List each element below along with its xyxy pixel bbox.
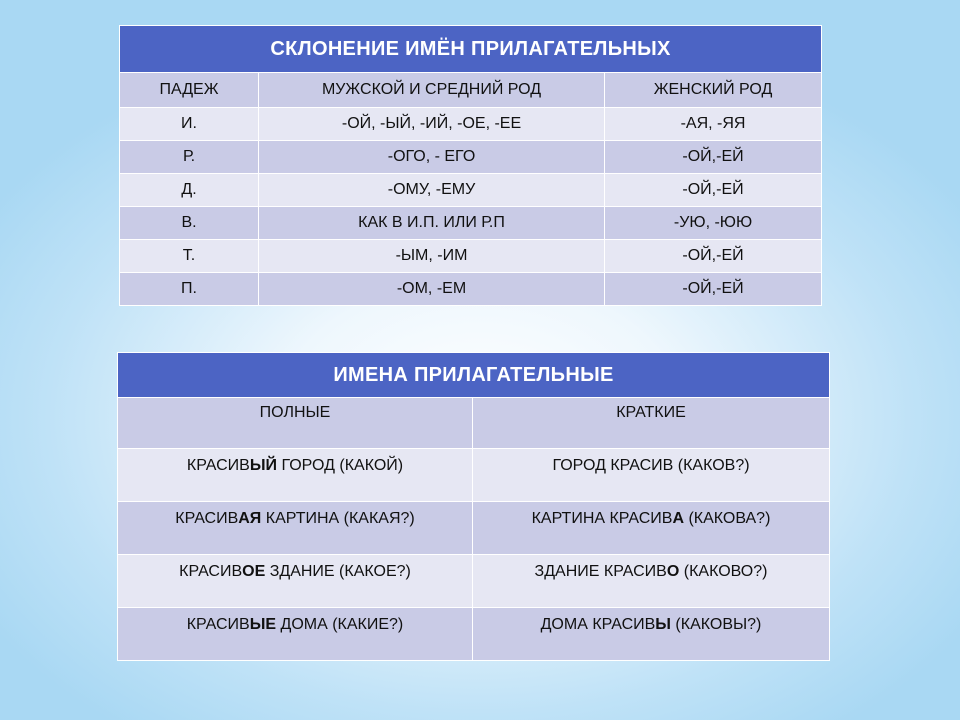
fem-ending-cell: -АЯ, -ЯЯ bbox=[605, 108, 822, 141]
masc-ending-cell: -ОМУ, -ЕМУ bbox=[259, 174, 605, 207]
full-form-cell: КРАСИВЫЕ ДОМА (КАКИЕ?) bbox=[118, 608, 473, 661]
declension-table-header bbox=[120, 26, 822, 73]
column-header-case: ПАДЕЖ bbox=[120, 73, 259, 108]
adjective-forms-table bbox=[117, 352, 830, 661]
fem-ending-cell: -ОЙ,-ЕЙ bbox=[605, 174, 822, 207]
table-row bbox=[118, 449, 830, 502]
case-cell: Р. bbox=[120, 141, 259, 174]
table-row bbox=[120, 207, 822, 240]
column-header-short: КРАТКИЕ bbox=[473, 398, 830, 449]
column-header-masc-neut: МУЖСКОЙ И СРЕДНИЙ РОД bbox=[259, 73, 605, 108]
table-row bbox=[120, 240, 822, 273]
full-form-cell: КРАСИВОЕ ЗДАНИЕ (КАКОЕ?) bbox=[118, 555, 473, 608]
case-cell: П. bbox=[120, 273, 259, 306]
column-header-full: ПОЛНЫЕ bbox=[118, 398, 473, 449]
full-form-cell: КРАСИВАЯ КАРТИНА (КАКАЯ?) bbox=[118, 502, 473, 555]
adjective-forms-header bbox=[118, 353, 830, 398]
masc-ending-cell: -ОЙ, -ЫЙ, -ИЙ, -ОЕ, -ЕЕ bbox=[259, 108, 605, 141]
declension-column-headers bbox=[120, 73, 822, 108]
table-row bbox=[118, 502, 830, 555]
table-row bbox=[118, 555, 830, 608]
case-cell: Д. bbox=[120, 174, 259, 207]
fem-ending-cell: -УЮ, -ЮЮ bbox=[605, 207, 822, 240]
short-form-cell: ЗДАНИЕ КРАСИВО (КАКОВО?) bbox=[473, 555, 830, 608]
fem-ending-cell: -ОЙ,-ЕЙ bbox=[605, 240, 822, 273]
masc-ending-cell: КАК В И.П. ИЛИ Р.П bbox=[259, 207, 605, 240]
case-cell: И. bbox=[120, 108, 259, 141]
table-row bbox=[120, 174, 822, 207]
masc-ending-cell: -ОМ, -ЕМ bbox=[259, 273, 605, 306]
table-row bbox=[120, 141, 822, 174]
fem-ending-cell: -ОЙ,-ЕЙ bbox=[605, 141, 822, 174]
adjective-forms-title: ИМЕНА ПРИЛАГАТЕЛЬНЫЕ bbox=[118, 353, 830, 398]
short-form-cell: КАРТИНА КРАСИВА (КАКОВА?) bbox=[473, 502, 830, 555]
adjective-forms-column-headers bbox=[118, 398, 830, 449]
short-form-cell: ДОМА КРАСИВЫ (КАКОВЫ?) bbox=[473, 608, 830, 661]
declension-table-title: СКЛОНЕНИЕ ИМЁН ПРИЛАГАТЕЛЬНЫХ bbox=[120, 26, 822, 73]
column-header-fem: ЖЕНСКИЙ РОД bbox=[605, 73, 822, 108]
case-cell: В. bbox=[120, 207, 259, 240]
masc-ending-cell: -ЫМ, -ИМ bbox=[259, 240, 605, 273]
masc-ending-cell: -ОГО, - ЕГО bbox=[259, 141, 605, 174]
short-form-cell: ГОРОД КРАСИВ (КАКОВ?) bbox=[473, 449, 830, 502]
declension-table bbox=[119, 25, 822, 306]
fem-ending-cell: -ОЙ,-ЕЙ bbox=[605, 273, 822, 306]
full-form-cell: КРАСИВЫЙ ГОРОД (КАКОЙ) bbox=[118, 449, 473, 502]
case-cell: Т. bbox=[120, 240, 259, 273]
table-row bbox=[120, 273, 822, 306]
table-row bbox=[118, 608, 830, 661]
table-row bbox=[120, 108, 822, 141]
